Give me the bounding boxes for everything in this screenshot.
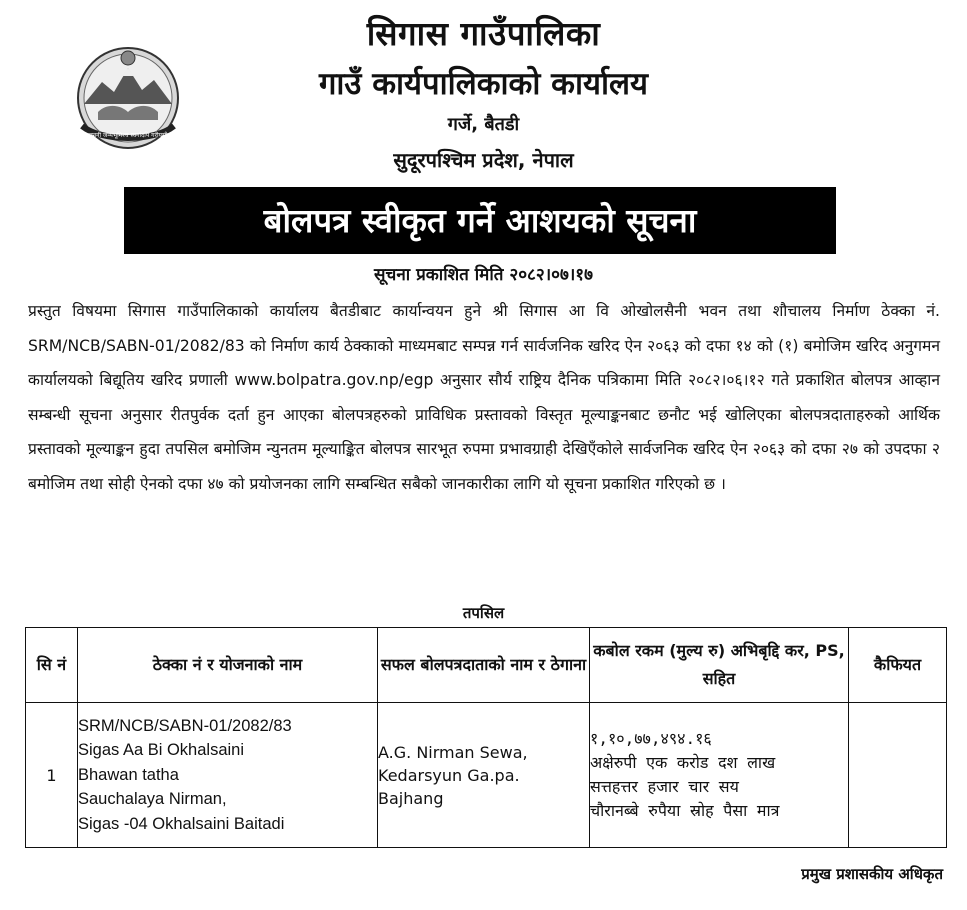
contract-line: Sauchalaya Nirman, bbox=[78, 790, 227, 809]
publication-date: सूचना प्रकाशित मिति २०८२।०७।१७ bbox=[374, 265, 593, 285]
bidder-line: Bajhang bbox=[378, 788, 444, 808]
cell-sn: 1 bbox=[26, 703, 78, 848]
table-caption: तपसिल bbox=[462, 604, 505, 622]
notice-body: प्रस्तुत विषयमा सिगास गाउँपालिकाको कार्यालय बैतडीबाट कार्यान्वयन हुने श्री सिगास आ वि ओखोलसैनी भवन तथा शौचालय निर्माण ठेक्का नं. SRM/NCB/SABN-01/2082/83 को निर्माण कार्य ठेक्काको माध्यमबाट सम्पन्न गर्न सार्वजनिक खरिद ऐन २०६३ को दफा १४ को (१) बमोजिम खरिद अनुगमन कार्यालयको बिद्यूतिय खरिद प्रणाली www.bolpatra.gov.np/egp अनुसार सौर्य राष्ट्रिय दैनिक पत्रिकामा मिति २०८२।०६।१२ गते प्रकाशित बोलपत्र आव्हान सम्बन्धी सूचना अनुसार रीतपुर्वक दर्ता हुन आएका बोलपत्रहरुको प्राविधिक प्रस्तावको विस्तृत मूल्याङ्कनबाट छनौट भई खोलिएका बोलपत्रदाताहरुको आर्थिक प्रस्तावको मूल्याङ्कन हुदा तपसिल बमोजिम न्युनतम मूल्याङ्कित बोलपत्र सारभूत रुपमा प्रभावग्राही देखिएँकोले सार्वजनिक खरिद ऐन २०६३ को दफा २७ को उपदफा २ बमोजिम तथा सोही ऐनको दफा ४७ को प्रयोजनका लागि सम्बन्धित सबैको जानकारीका लागि यो सूचना प्रकाशित गरिएको छ । bbox=[28, 302, 940, 493]
cell-remarks bbox=[849, 703, 947, 848]
contract-line: Sigas -04 Okhalsaini Baitadi bbox=[78, 814, 285, 833]
bidder-line: Kedarsyun Ga.pa. bbox=[378, 765, 520, 785]
contract-line: Bhawan tatha bbox=[78, 765, 179, 784]
cell-amount bbox=[590, 703, 849, 848]
office-name: गाउँ कार्यपालिकाको कार्यालय bbox=[318, 66, 649, 102]
office-location: गर्जे, बैतडी bbox=[447, 114, 520, 135]
contract-line: Sigas Aa Bi Okhalsaini bbox=[78, 741, 245, 760]
municipality-name: सिगास गाउँपालिका bbox=[366, 14, 601, 53]
award-table bbox=[25, 627, 947, 848]
contract-line: SRM/NCB/SABN-01/2082/83 bbox=[78, 716, 292, 735]
table-row bbox=[26, 703, 947, 848]
signatory-title: प्रमुख प्रशासकीय अधिकृत bbox=[801, 865, 943, 883]
header-sn: सि नं bbox=[26, 628, 78, 703]
bidder-line: A.G. Nirman Sewa, bbox=[378, 742, 528, 762]
header-bidder: सफल बोलपत्रदाताको नाम र ठेगाना bbox=[378, 628, 590, 703]
province-country: सुदूरपश्चिम प्रदेश, नेपाल bbox=[393, 148, 574, 172]
notice-title-banner: बोलपत्र स्वीकृत गर्ने आशयको सूचना bbox=[124, 187, 836, 254]
header-remarks: कैफियत bbox=[849, 628, 947, 703]
amount-line: १,१०,७७,४९४.१६ bbox=[590, 729, 712, 748]
svg-text:जननी जन्मभूमिश्च स्वर्गादपि गर: जननी जन्मभूमिश्च स्वर्गादपि गरीयसी bbox=[88, 132, 168, 139]
cell-contract-name bbox=[78, 703, 378, 848]
amount-line: चौरानब्बे रुपैया स्रोह पैसा मात्र bbox=[590, 801, 780, 820]
header-amount: कबोल रकम (मुल्य रु) अभिबृद्दि कर, PS, सहित bbox=[590, 628, 849, 703]
header-contract-name: ठेक्का नं र योजनाको नाम bbox=[78, 628, 378, 703]
table-header-row bbox=[26, 628, 947, 703]
amount-line: सत्तहत्तर हजार चार सय bbox=[590, 777, 739, 796]
amount-line: अक्षेरुपी एक करोड दश लाख bbox=[590, 753, 776, 772]
cell-bidder bbox=[378, 703, 590, 848]
